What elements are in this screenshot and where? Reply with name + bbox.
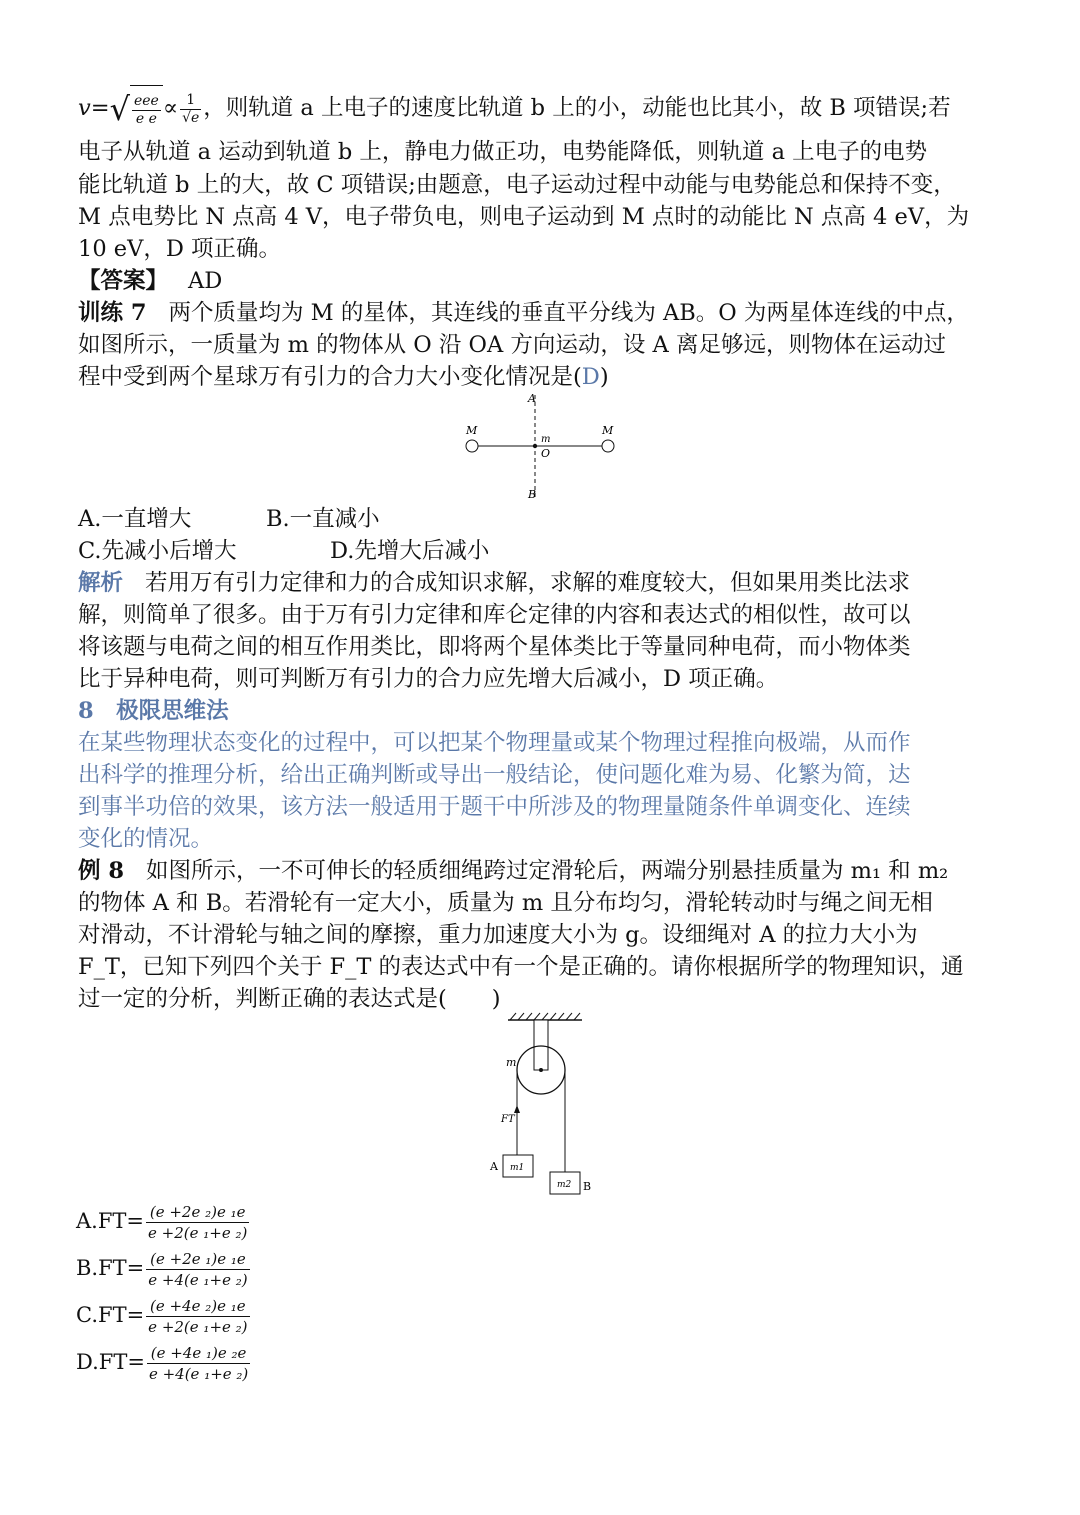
expression-option-c xyxy=(76,1294,252,1337)
sqrt-numerator: eee xyxy=(133,93,159,110)
text-line: 将该题与电荷之间的相互作用类比，即将两个星体类比于等量同种电荷，而小物体类 xyxy=(78,634,911,660)
two-stars-figure xyxy=(455,390,625,502)
text-line: 的物体 A 和 B。若滑轮有一定大小，质量为 m 且分布均匀，滑轮转动时与绳之间无相 xyxy=(78,890,933,916)
label-pulley-mass: m xyxy=(506,1056,517,1069)
option-prefix: D.FT= xyxy=(76,1350,145,1374)
text-line: 解，则简单了很多。由于万有引力定律和库仑定律的内容和表达式的相似性，故可以 xyxy=(78,602,911,628)
text-line: M 点电势比 N 点高 4 V，电子带负电，则电子运动到 M 点时的动能比 N 点高 4 eV，为 xyxy=(78,204,970,230)
sqrt-expression: √ $\frac{\text{eee}}{\text{e e}}$ xyxy=(110,84,163,134)
option-prefix: C.FT= xyxy=(76,1303,145,1327)
option-b: B.一直减小 xyxy=(266,506,380,532)
text-line: 10 eV，D 项正确。 xyxy=(78,236,282,262)
text-line: 过一定的分析，判断正确的表达式是( ) xyxy=(78,986,501,1012)
expression-option-a xyxy=(76,1200,251,1243)
label-block-A: A xyxy=(490,1160,498,1173)
option-denominator: e +4(e ₁+e ₂) xyxy=(148,1365,249,1383)
answer-label: 【答案】 xyxy=(78,268,169,294)
label-block-B: B xyxy=(583,1180,592,1193)
fraction-numerator: 1 xyxy=(186,91,196,108)
option-numerator: (e +2e ₂)e ₁e xyxy=(149,1203,246,1221)
training7-line xyxy=(78,297,1008,329)
text-line: 能比轨道 b 上的大，故 C 项错误;由题意，电子运动过程中动能与电势能总和保持不变， xyxy=(78,172,956,198)
fraction-denominator: √e xyxy=(182,109,200,126)
label-A: A xyxy=(528,392,536,405)
text-line: F_T，已知下列四个关于 F_T 的表达式中有一个是正确的。请你根据所学的物理知识，通 xyxy=(78,954,964,980)
training7-label: 训练 7 xyxy=(78,300,147,326)
label-M-right: M xyxy=(602,424,614,437)
object-point xyxy=(533,444,537,448)
pulley-bracket xyxy=(534,1020,548,1070)
question-text: 程中受到两个星球万有引力的合力大小变化情况是( xyxy=(78,364,582,390)
option-a: A.一直增大 xyxy=(78,506,192,532)
answer-value: AD xyxy=(188,268,223,294)
label-m1: m1 xyxy=(510,1163,525,1173)
section-heading: 8 极限思维法 xyxy=(78,698,229,724)
example8-text: 如图所示，一不可伸长的轻质细绳跨过定滑轮后，两端分别悬挂质量为 m₁ 和 m₂ xyxy=(146,858,949,884)
star-left xyxy=(466,440,478,452)
training7-text: 两个质量均为 M 的星体，其连线的垂直平分线为 AB。O 为两星体连线的中点， xyxy=(168,300,969,326)
example8-line xyxy=(78,855,1008,887)
method-text-line: 变化的情况。 xyxy=(78,826,214,852)
text-line: 对滑动，不计滑轮与轴之间的摩擦，重力加速度大小为 g。设细绳对 A 的拉力大小为 xyxy=(78,922,918,948)
pulley-figure xyxy=(480,1010,610,1200)
label-B: B xyxy=(528,488,537,501)
option-c: C.先减小后增大 xyxy=(78,538,237,564)
reciprocal-fraction xyxy=(180,92,201,127)
text-line: 如图所示，一质量为 m 的物体从 O 沿 OA 方向运动，设 A 离足够远，则物体在运动过 xyxy=(78,332,946,358)
option-denominator: e +4(e ₁+e ₂) xyxy=(148,1271,248,1289)
tension-arrow xyxy=(514,1105,520,1113)
formula-continuation: ，则轨道 a 上电子的速度比轨道 b 上的小，动能也比其小，故 B 项错误;若 xyxy=(203,95,951,121)
ceiling-hatching xyxy=(510,1013,580,1020)
expression-option-d xyxy=(76,1341,252,1384)
velocity-symbol: v= xyxy=(78,95,110,121)
label-m: m xyxy=(541,434,551,445)
question-end-line xyxy=(78,361,1008,393)
label-O: O xyxy=(541,447,551,460)
option-prefix: B.FT= xyxy=(76,1256,145,1280)
formula-line xyxy=(78,84,1008,132)
pulley-axle xyxy=(539,1068,543,1072)
text-line: 电子从轨道 a 运动到轨道 b 上，静电力做正功，电势能降低，则轨道 a 上电子的电势 xyxy=(78,139,928,165)
option-numerator: (e +2e ₁)e ₁e xyxy=(150,1250,246,1268)
option-denominator: e +2(e ₁+e ₂) xyxy=(148,1224,248,1242)
answer-line xyxy=(78,265,1008,297)
option-prefix: A.FT= xyxy=(76,1209,145,1233)
expression-option-b xyxy=(76,1247,252,1290)
analysis-label: 解析 xyxy=(78,570,124,596)
analysis-line xyxy=(78,567,1008,599)
method-text-line: 在某些物理状态变化的过程中，可以把某个物理量或某个物理过程推向极端，从而作 xyxy=(78,730,911,756)
sqrt-denominator: e e xyxy=(132,110,161,128)
answer-letter: D xyxy=(581,364,600,390)
method-text-line: 到事半功倍的效果，该方法一般适用于题干中所涉及的物理量随条件单调变化、连续 xyxy=(78,794,911,820)
option-denominator: e +2(e ₁+e ₂) xyxy=(148,1318,248,1336)
close-paren: ) xyxy=(599,364,609,390)
analysis-text: 若用万有引力定律和力的合成知识求解，求解的难度较大，但如果用类比法求 xyxy=(145,570,911,596)
label-m2: m2 xyxy=(557,1180,572,1190)
option-d: D.先增大后减小 xyxy=(330,538,490,564)
method-text-line: 出科学的推理分析，给出正确判断或导出一般结论，使问题化难为易、化繁为简，达 xyxy=(78,762,911,788)
star-right xyxy=(602,440,614,452)
option-numerator: (e +4e ₂)e ₁e xyxy=(150,1297,246,1315)
proportional-symbol: ∝ xyxy=(162,95,179,121)
option-numerator: (e +4e ₁)e ₂e xyxy=(150,1344,247,1362)
label-M-left: M xyxy=(466,424,478,437)
text-line: 比于异种电荷，则可判断万有引力的合力应先增大后减小，D 项正确。 xyxy=(78,666,779,692)
label-tension: FT xyxy=(501,1114,515,1125)
example8-label: 例 8 xyxy=(78,858,124,884)
